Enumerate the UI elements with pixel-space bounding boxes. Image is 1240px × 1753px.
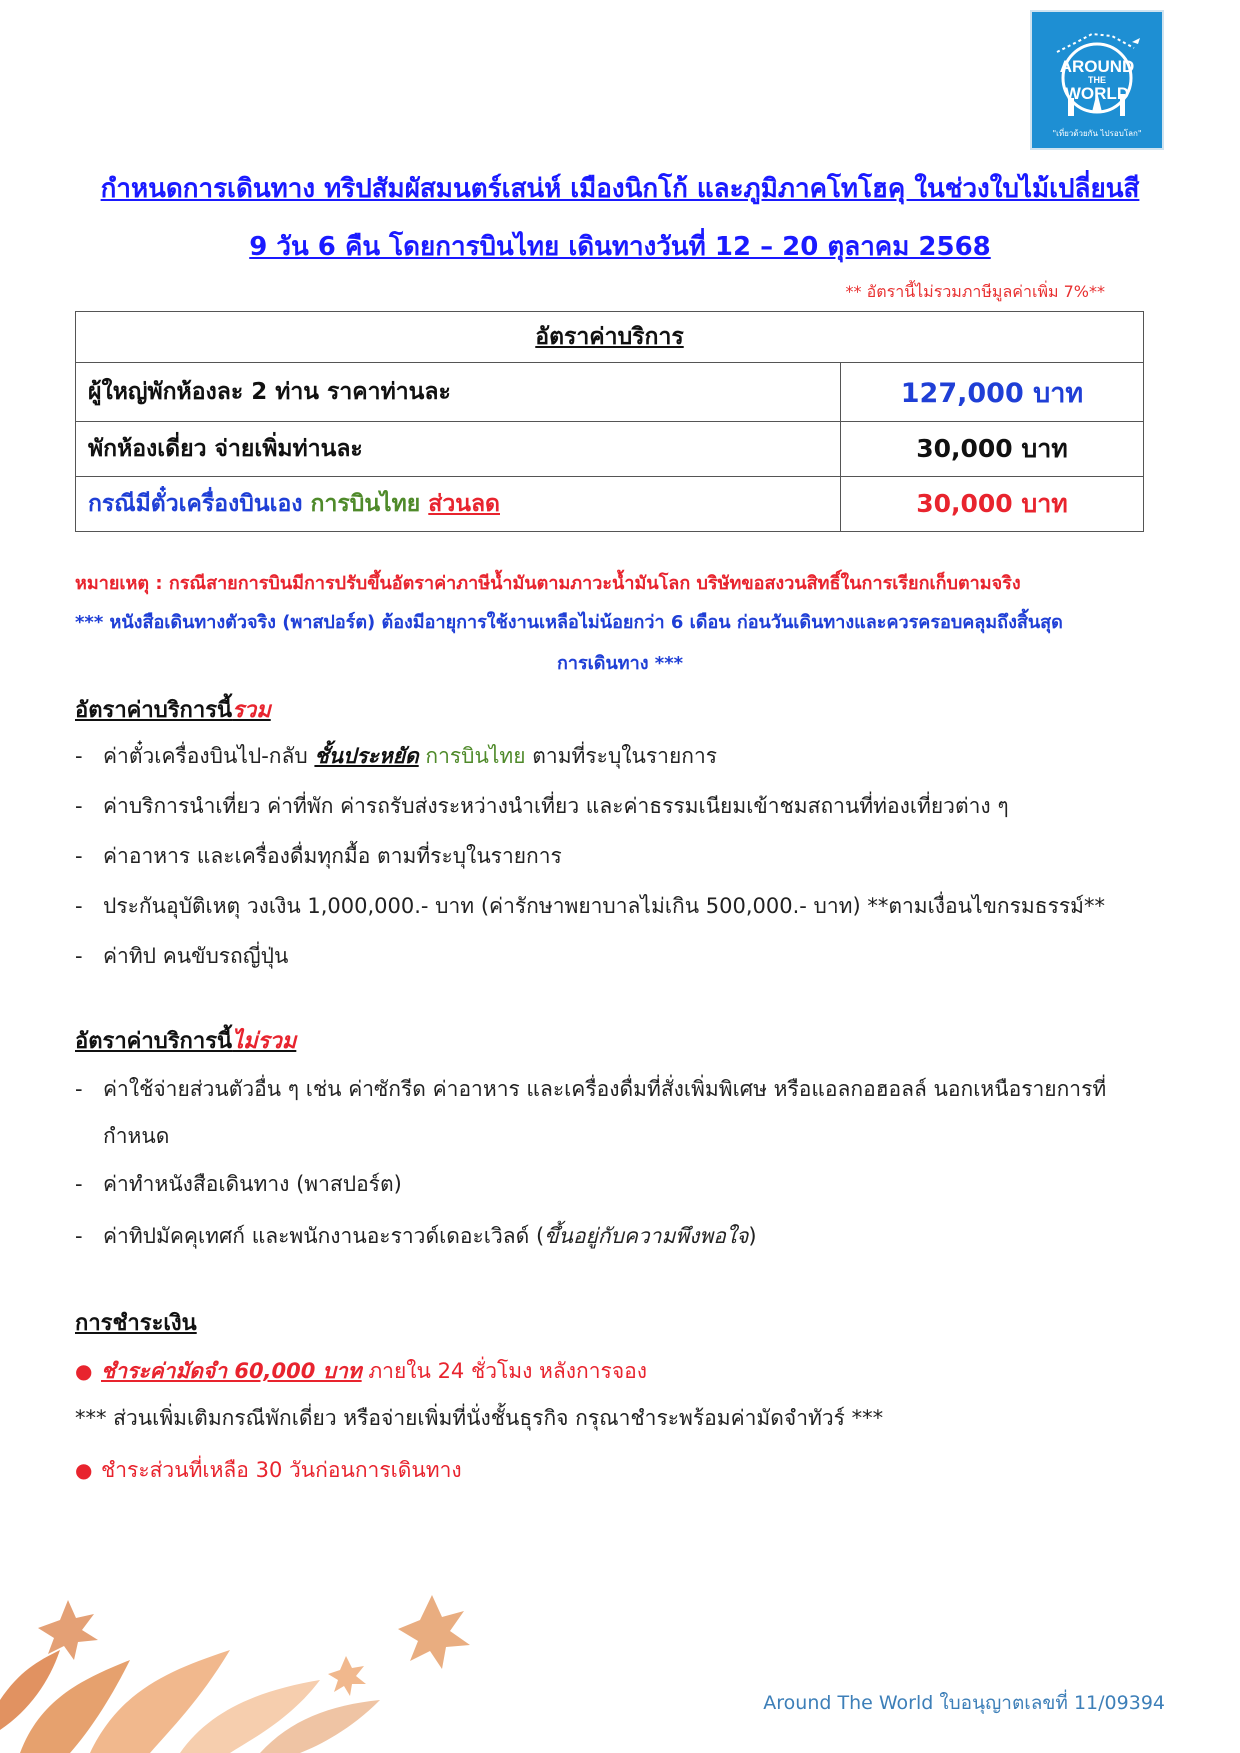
list-item: - ประกันอุบัติเหตุ วงเงิน 1,000,000.- บาท (ค่ารักษาพยาบาลไม่เกิน 500,000.- บาท) **ตามเงื่อนไขกรมธรรม์**	[75, 894, 1105, 918]
list-item: ● ชำระค่ามัดจำ 60,000 บาท ภายใน 24 ชั่วโมง หลังการจอง	[75, 1359, 647, 1383]
payment-extra-note: *** ส่วนเพิ่มเติมกรณีพักเดี่ยว หรือจ่ายเพิ่มที่นั่งชั้นธุรกิจ กรุณาชำระพร้อมค่ามัดจำทัวร์ ***	[75, 1406, 884, 1430]
discount-label: ส่วนลด	[428, 491, 500, 517]
list-item: - ค่าตั๋วเครื่องบินไป-กลับ ชั้นประหยัด การบินไทย ตามที่ระบุในรายการ	[75, 744, 718, 768]
passport-note-line2: การเดินทาง ***	[556, 653, 684, 674]
list-item-continuation: กำหนด	[103, 1124, 170, 1148]
list-item: - ค่าใช้จ่ายส่วนตัวอื่น ๆ เช่น ค่าซักรีด ค่าอาหาร และเครื่องดื่มที่สั่งเพิ่มพิเศษ หรือแอลกอฮอลล์ นอกเหนือรายการที่	[75, 1077, 1107, 1101]
page-title-line1: กำหนดการเดินทาง ทริปสัมผัสมนตร์เสน่ห์ เมืองนิกโก้ และภูมิภาคโทโฮคุ ในช่วงใบไม้เปลี่ยนสี	[100, 174, 1140, 204]
list-item: - ค่าอาหาร และเครื่องดื่มทุกมื้อ ตามที่ระบุในรายการ	[75, 844, 562, 868]
rate-price: 30,000 บาท	[841, 477, 1144, 532]
airline-name: การบินไทย	[310, 491, 421, 517]
table-row	[76, 422, 1144, 477]
list-item: - ค่าทิป คนขับรถญี่ปุ่น	[75, 944, 289, 968]
list-item: - ค่าทิปมัคคุเทศก์ และพนักงานอะราวด์เดอะเวิลด์ (ขึ้นอยู่กับความพึงพอใจ)	[75, 1224, 757, 1248]
rate-label-part: กรณีมีตั๋วเครื่องบินเอง	[88, 491, 303, 517]
table-row	[76, 363, 1144, 422]
rate-price: 127,000 บาท	[841, 363, 1144, 422]
excluded-heading: อัตราค่าบริการนี้ไม่รวม	[75, 1029, 297, 1054]
included-heading: อัตราค่าบริการนี้รวม	[75, 698, 271, 723]
logo-wordmark: AROUND THE WORLD	[1059, 57, 1135, 103]
rates-table	[75, 311, 1144, 532]
list-item: - ค่าทำหนังสือเดินทาง (พาสปอร์ต)	[75, 1172, 402, 1196]
table-row	[76, 477, 1144, 532]
page-title-line2: 9 วัน 6 คืน โดยการบินไทย เดินทางวันที่ 12 – 20 ตุลาคม 2568	[249, 232, 991, 262]
rates-table-header: อัตราค่าบริการ	[76, 312, 1144, 363]
passport-note-line1: *** หนังสือเดินทางตัวจริง (พาสปอร์ต) ต้องมีอายุการใช้งานเหลือไม่น้อยกว่า 6 เดือน ก่อนวันเดินทางและควรครอบคลุมถึงสิ้นสุด	[75, 612, 1063, 633]
payment-heading: การชำระเงิน	[75, 1311, 197, 1336]
remark-note: หมายเหตุ : กรณีสายการบินมีการปรับขึ้นอัตราค่าภาษีน้ำมันตามภาวะน้ำมันโลก บริษัทขอสงวนสิทธิ์ในการเรียกเก็บตามจริง	[75, 573, 1021, 594]
footer-license: Around The World ใบอนุญาตเลขที่ 11/09394	[763, 1692, 1165, 1714]
bullet-icon: ●	[75, 1458, 93, 1482]
autumn-leaves-decoration	[0, 1580, 500, 1753]
vat-note: ** อัตรานี้ไม่รวมภาษีมูลค่าเพิ่ม 7%**	[845, 282, 1105, 301]
rate-label: ผู้ใหญ่พักห้องละ 2 ท่าน ราคาท่านละ	[76, 363, 841, 422]
rate-label: พักห้องเดี่ยว จ่ายเพิ่มท่านละ	[76, 422, 841, 477]
bullet-icon: ●	[75, 1359, 93, 1383]
company-logo	[1030, 10, 1164, 150]
logo-tagline: "เที่ยวด้วยกัน ไปรอบโลก"	[1052, 129, 1142, 138]
list-item: - ค่าบริการนำเที่ยว ค่าที่พัก ค่ารถรับส่งระหว่างนำเที่ยว และค่าธรรมเนียมเข้าชมสถานที่ท่องเที่ยวต่าง ๆ	[75, 794, 1009, 818]
rate-price: 30,000 บาท	[841, 422, 1144, 477]
list-item: ● ชำระส่วนที่เหลือ 30 วันก่อนการเดินทาง	[75, 1458, 462, 1482]
rate-label	[76, 477, 841, 532]
